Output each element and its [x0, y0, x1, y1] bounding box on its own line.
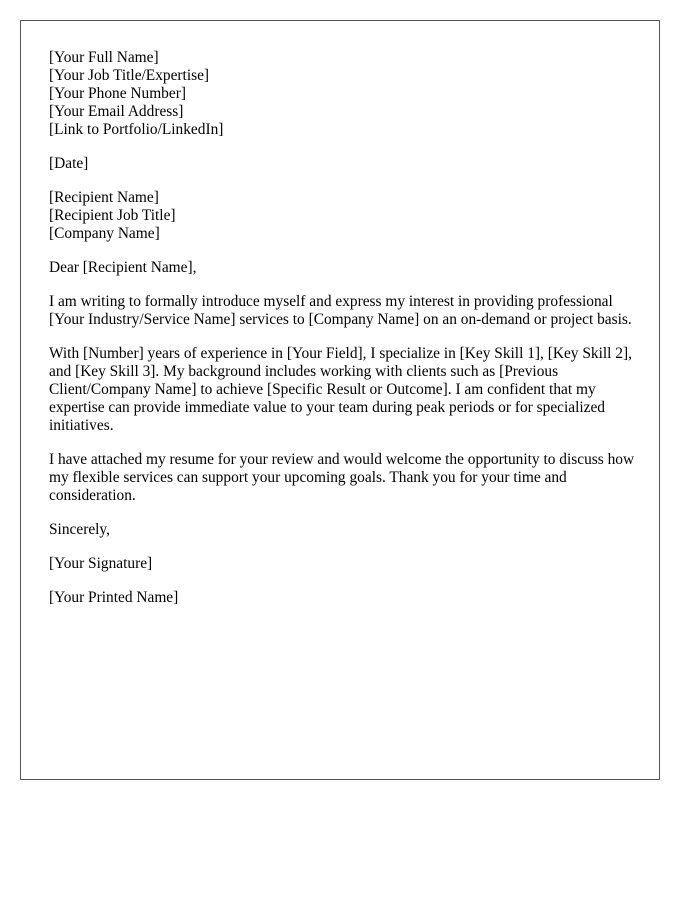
recipient-title: [Recipient Job Title]	[49, 207, 176, 224]
body-paragraph-1: I am writing to formally introduce myself and express my interest in providing professional [Your Industry/Service Name] services to [Company Name] on an on-demand or project basis.	[49, 293, 632, 328]
signature: [Your Signature]	[49, 555, 153, 572]
closing: Sincerely,	[49, 521, 110, 538]
letter-content	[49, 49, 639, 607]
date-block	[49, 155, 639, 173]
body-paragraph-2: With [Number] years of experience in [Your Field], I specialize in [Key Skill 1], [Key Skill 2], and [Key Skill 3]. My background includes working with clients such as [Previous Client/Company Name] to achieve [Specific Result or Outcome]. I am confident that my expertise can provide immediate value to your team during peak periods or for specialized initiatives.	[49, 345, 632, 434]
sender-name: [Your Full Name]	[49, 49, 159, 66]
sender-block	[49, 49, 639, 139]
recipient-company: [Company Name]	[49, 225, 160, 242]
printed-name: [Your Printed Name]	[49, 589, 179, 606]
letter-page	[20, 20, 660, 780]
salutation: Dear [Recipient Name],	[49, 259, 197, 276]
sender-email: [Your Email Address]	[49, 103, 184, 120]
recipient-block	[49, 189, 639, 243]
sender-phone: [Your Phone Number]	[49, 85, 186, 102]
recipient-name: [Recipient Name]	[49, 189, 159, 206]
sender-link: [Link to Portfolio/LinkedIn]	[49, 121, 224, 138]
letter-date: [Date]	[49, 155, 89, 172]
sender-title: [Your Job Title/Expertise]	[49, 67, 210, 84]
body-paragraph-3: I have attached my resume for your review and would welcome the opportunity to discuss how my flexible services can support your upcoming goals. Thank you for your time and consideration.	[49, 451, 635, 504]
